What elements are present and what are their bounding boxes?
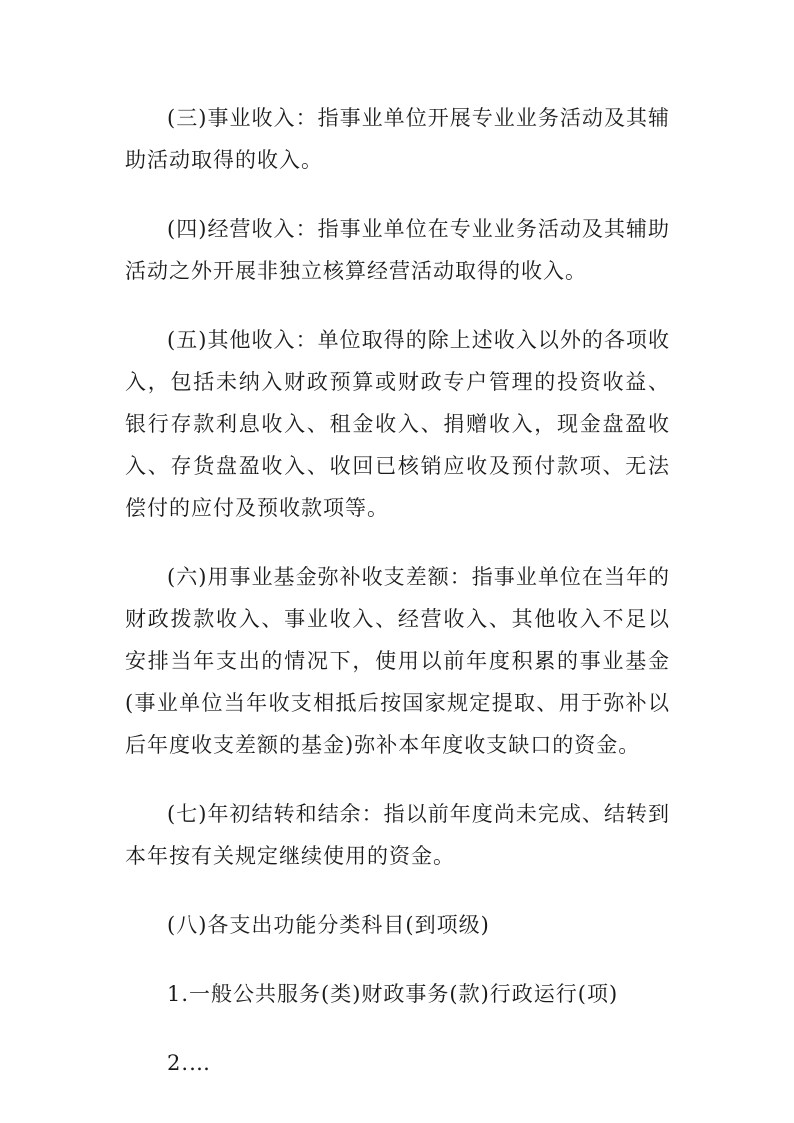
paragraph-spacer (125, 529, 670, 556)
paragraph-business-fund: (六)用事业基金弥补收支差额：指事业单位在当年的财政拨款收入、事业收入、经营收入、其他收入不足以安排当年支出的情况下，使用以前年度积累的事业基金(事业单位当年收支相抵后按国家规定提取、用于弥补以后年度收支差额的基金)弥补本年度收支缺口的资金。 (125, 565, 670, 757)
paragraph-spacer (125, 181, 670, 208)
paragraph-operating-income: (四)经营收入：指事业单位在专业业务活动及其辅助活动之外开展非独立核算经营活动取得的收入。 (125, 217, 670, 283)
paragraph-spacer (125, 292, 670, 319)
list-item: 1.一般公共服务(类)财政事务(款)行政运行(项) (167, 982, 619, 1006)
list-item: 2.… (167, 1051, 212, 1075)
paragraph-business-income: (三)事业收入：指事业单位开展专业业务活动及其辅助活动取得的收入。 (125, 106, 670, 172)
paragraph-spacer (125, 766, 670, 793)
section-heading: (八)各支出功能分类科目(到项级) (167, 913, 490, 937)
paragraph-carryover: (七)年初结转和结余：指以前年度尚未完成、结转到本年按有关规定继续使用的资金。 (125, 802, 670, 868)
paragraph-spacer (125, 877, 670, 904)
paragraph-spacer (125, 946, 670, 973)
paragraph-other-income: (五)其他收入：单位取得的除上述收入以外的各项收入，包括未纳入财政预算或财政专户管理的投资收益、银行存款利息收入、租金收入、捐赠收入，现金盘盈收入、存货盘盈收入、收回已核销应收及预付款项、无法偿付的应付及预收款项等。 (125, 328, 670, 520)
paragraph-spacer (125, 1015, 670, 1042)
document-body (125, 97, 670, 1084)
